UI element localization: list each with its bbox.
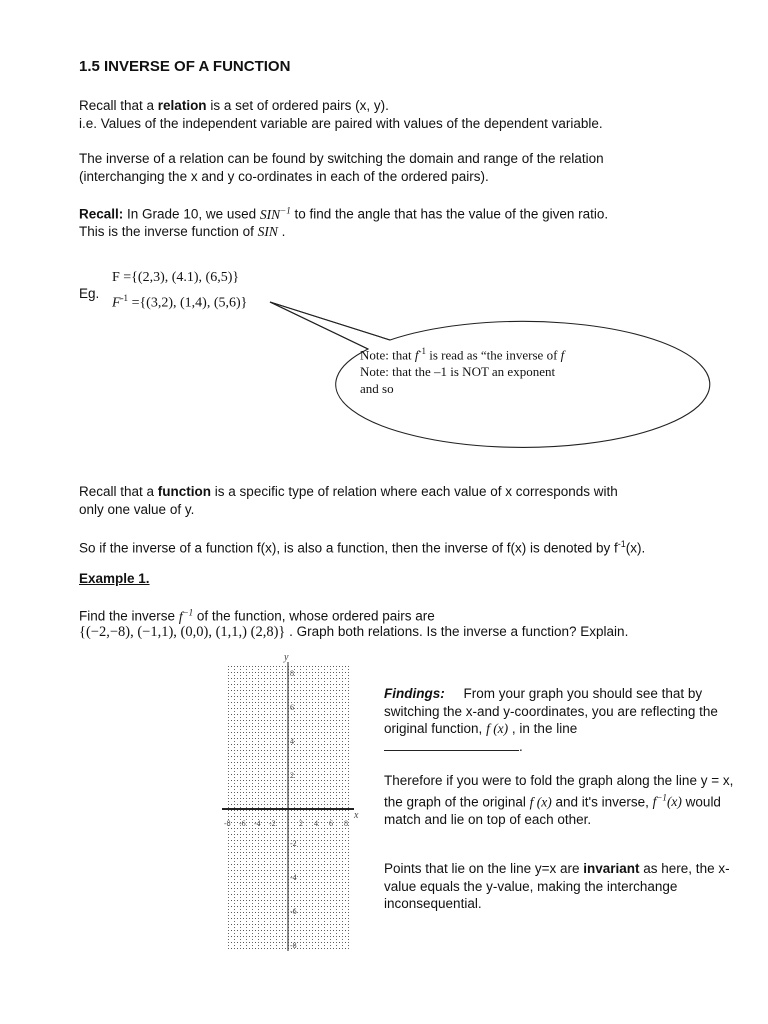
y-tick-label: 2 [290, 771, 294, 780]
coordinate-grid [218, 648, 358, 953]
eg-label: Eg. [79, 286, 100, 301]
invariant-term: invariant [583, 861, 640, 876]
ordered-pairs-set: {(−2,−8), (−1,1), (0,0), (1,1,) (2,8)} [79, 624, 286, 640]
invariant-paragraph: Points that lie on the line y=x are invariant as here, the x-value equals the y-value, making the interchange inconsequential. [384, 861, 730, 911]
fx-symbol: f (x) [486, 721, 509, 736]
y-tick-label: 8 [290, 669, 294, 678]
f-inverse-symbol: $f^{-1}$ [178, 607, 194, 624]
x-tick-label: 4 [314, 819, 318, 828]
example-1-line2: {(−2,−8), (−1,1), (0,0), (1,1,) (2,8)} . Graph both relations. Is the inverse a function? Explain. [79, 624, 629, 640]
x-tick-label: 6 [329, 819, 333, 828]
inverse-function-notation: So if the inverse of a function f(x), is also a function, then the inverse of f(x) is denoted by $f^{-1}(x)$. [79, 539, 646, 556]
findings-label: Findings: [384, 686, 445, 701]
function-term: function [157, 484, 212, 499]
example-1-text: Find the inverse $f^{-1}$ of the function, whose ordered pairs are [79, 607, 435, 624]
x-tick-label: 2 [299, 819, 303, 828]
y-axis-label: y [284, 652, 289, 663]
y-tick-label: 4 [290, 737, 294, 746]
sin-inverse: $SIN^{-1}$ [259, 205, 291, 222]
function-F-inverse-set: $F^{-1} =\{(3,2)$, (1,4), (5,6)} [112, 293, 248, 311]
y-tick-label: -6 [290, 907, 297, 916]
function-F-set: F ={(2,3), (4.1), (6,5)} [112, 270, 240, 285]
x-tick-label: -2 [269, 819, 276, 828]
relation-term: relation [157, 98, 207, 113]
callout-text: Note: that $f^{-1}$ is read as “the inverse of f Note: that the –1 is NOT an exponent and so [360, 346, 565, 397]
y-tick-label: -4 [290, 873, 297, 882]
findings-paragraph: Findings: From your graph you should see that by switching the x-and y-coordinates, you are reflecting the original function, f (x) , in the line . [384, 686, 718, 754]
fold-paragraph: Therefore if you were to fold the graph along the line y = x, the graph of the original f (x) and it's inverse, $f^{-1}(x)$ would match and lie on top of each other. [384, 773, 734, 827]
page-title: 1.5 INVERSE OF A FUNCTION [79, 58, 291, 75]
y-tick-label: -8 [290, 941, 297, 950]
recall-label: Recall: [79, 206, 124, 222]
x-tick-label: 8 [344, 819, 348, 828]
example-1-heading: Example 1. [79, 571, 150, 586]
inverse-relation-paragraph: The inverse of a relation can be found by switching the domain and range of the relation (interchanging the x and y co-ordinates in each of the ordered pairs). [79, 151, 604, 184]
x-tick-label: -4 [254, 819, 261, 828]
y-tick-label: -2 [290, 839, 297, 848]
recall-sin-paragraph: Recall: In Grade 10, we used $SIN^{-1}$ to find the angle that has the value of the given ratio. This is the inverse function of SIN . [79, 205, 609, 239]
x-axis-label: x [354, 810, 359, 821]
relation-definition: Recall that a relation is a set of ordered pairs (x, y). i.e. Values of the independent variable are paired with values of the dependent variable. [79, 98, 603, 131]
sin-symbol: SIN [257, 224, 278, 239]
answer-blank[interactable] [384, 738, 519, 751]
y-tick-label: 6 [290, 703, 294, 712]
function-definition: Recall that a function is a specific type of relation where each value of x corresponds with only one value of y. [79, 484, 618, 517]
x-tick-label: -6 [239, 819, 246, 828]
x-tick-label: -8 [224, 819, 231, 828]
